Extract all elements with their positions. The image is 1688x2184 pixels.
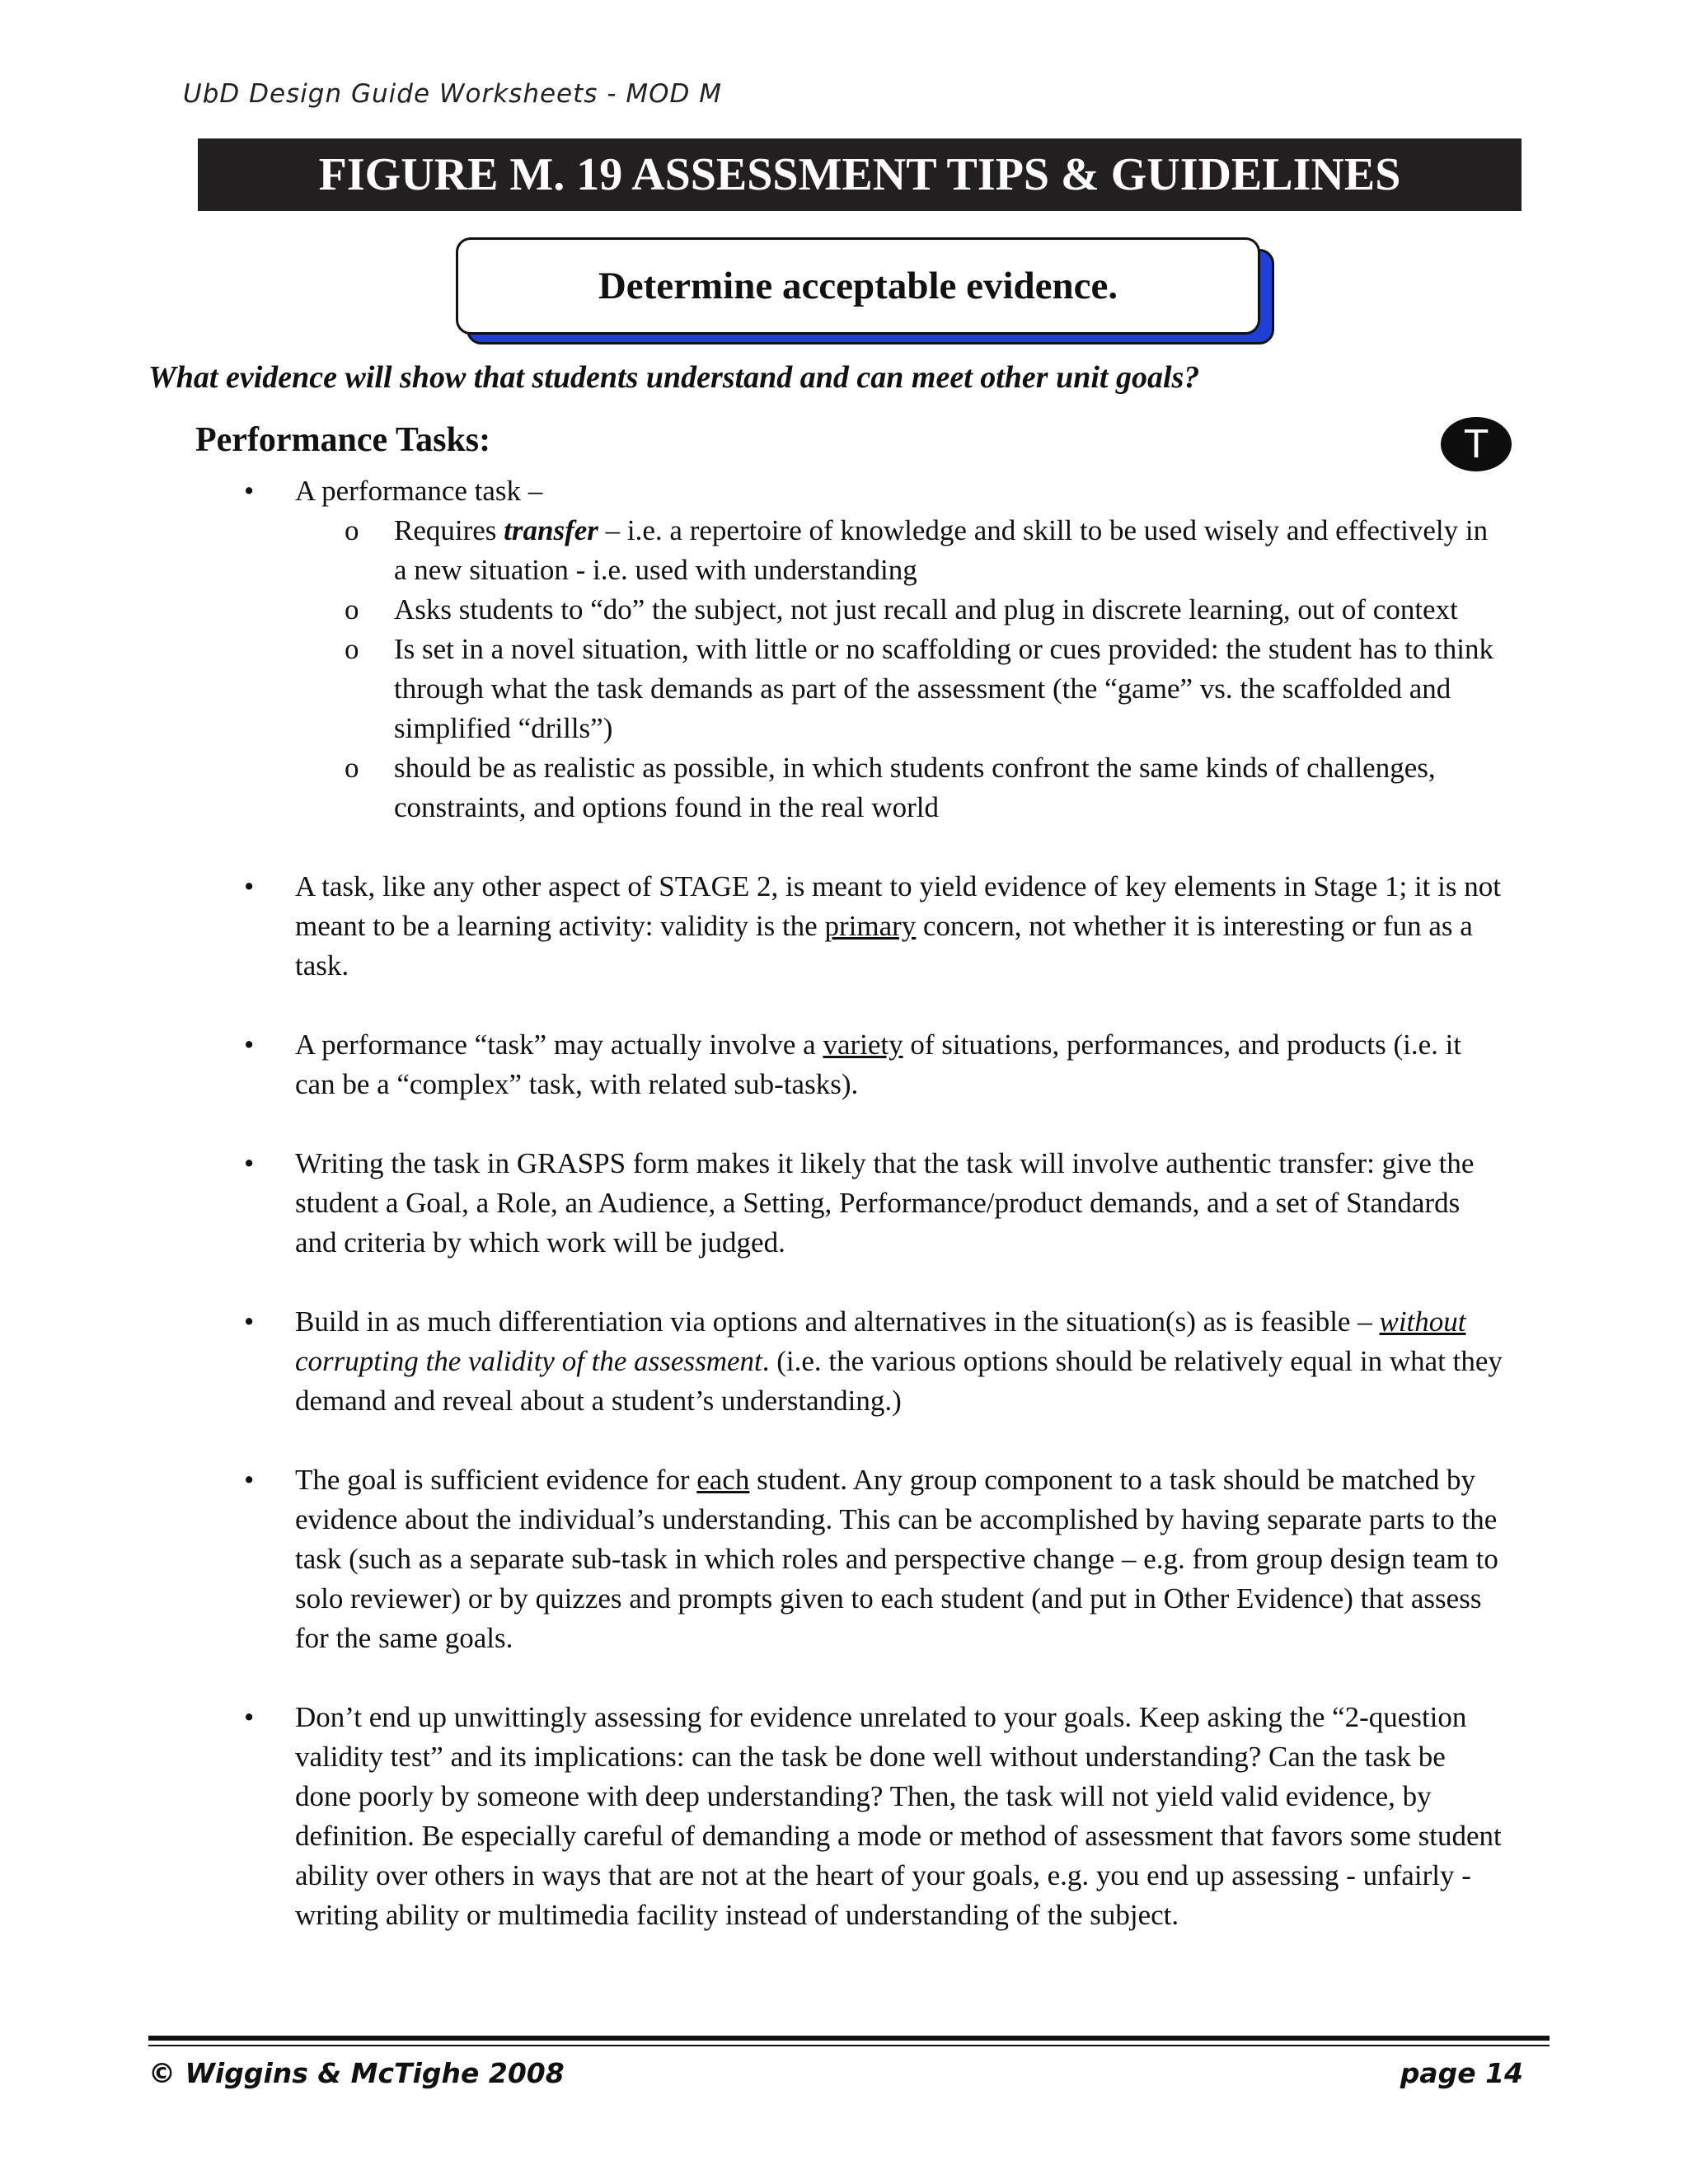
guiding-question: What evidence will show that students understand and can meet other unit goals? — [148, 360, 1200, 395]
underlined-text: primary — [824, 910, 917, 942]
bullet-text: Build in as much differentiation via options and alternatives in the situation(s) as is feasible – — [295, 1305, 1380, 1338]
bullet-icon: • — [244, 1701, 255, 1733]
sub-text: should be as realistic as possible, in which students confront the same kinds of challenges, constraints, and options found in the real world — [394, 752, 1436, 823]
callout-text: Determine acceptable evidence. — [598, 265, 1118, 307]
sub-bullet-icon: o — [345, 593, 359, 626]
running-header: UbD Design Guide Worksheets - MOD M — [183, 79, 722, 109]
bullet-text: A task, like any other aspect of STAGE 2, is meant to yield evidence of key elements in Stage 1; it is not meant to be a learning activity: validity is the — [295, 870, 1501, 942]
bullet-text: A performance “task” may actually involve a — [295, 1029, 823, 1061]
sub-bullet-icon: o — [345, 752, 359, 784]
bullet-text: The goal is sufficient evidence for — [295, 1464, 697, 1496]
bullet-item — [0, 1025, 1507, 1104]
t-badge-label: T — [1464, 422, 1489, 466]
bullet-item — [0, 867, 1507, 986]
sub-bullet-icon: o — [345, 633, 359, 665]
bullet-lead: A performance task – — [295, 475, 543, 507]
sub-item — [295, 630, 1507, 748]
section-heading: Performance Tasks: — [195, 421, 491, 459]
bullet-icon: • — [244, 1029, 255, 1061]
bullet-icon: • — [244, 870, 255, 902]
sub-text: – i.e. a repertoire of knowledge and skill to be used wisely and effectively in a new situation - i.e. used with understanding — [394, 514, 1489, 586]
bullet-text: concern, not whether it is interesting or fun as a task. — [295, 910, 1473, 982]
bullet-icon: • — [244, 475, 255, 507]
content — [0, 471, 1688, 1935]
bullet-text: student. Any group component to a task should be matched by evidence about the individual’s understanding. This can be accomplished by having separate parts to the task (such as a separate sub-task in which roles and perspective change – e.g. from group design team to solo reviewer) or by quizzes and prompts given to each student (and put in Other Evidence) that assess for the same goals. — [295, 1464, 1498, 1654]
underlined-text: variety — [823, 1029, 903, 1061]
footer-rule-thin — [148, 2045, 1550, 2046]
t-badge-icon — [1441, 417, 1512, 471]
bullet-item — [0, 1302, 1507, 1421]
footer-rule — [148, 2036, 1550, 2041]
bullet-item — [0, 1144, 1507, 1263]
sub-item — [295, 590, 1507, 630]
sub-text: Is set in a novel situation, with little or no scaffolding or cues provided: the student has to think through what the task demands as part of the assessment (the “game” vs. the scaffolded and simplified “drills”) — [394, 633, 1493, 744]
underlined-italic-text: without — [1379, 1305, 1466, 1338]
bullet-item — [0, 1698, 1507, 1935]
bullet-icon: • — [244, 1147, 255, 1179]
figure-title: FIGURE M. 19 ASSESSMENT TIPS & GUIDELINES — [198, 138, 1522, 211]
bullet-text: . (i.e. the various options should be relatively equal in what they demand and reveal about a student’s understanding.) — [295, 1345, 1503, 1417]
footer-page-number: page 14 — [1400, 2057, 1523, 2089]
sub-emphasis: transfer — [504, 514, 598, 546]
italic-text: corrupting the validity of the assessment — [295, 1345, 762, 1377]
bullet-icon: • — [244, 1305, 255, 1338]
callout-box — [456, 237, 1260, 335]
footer-copyright: © Wiggins & McTighe 2008 — [148, 2057, 565, 2089]
sub-text: Asks students to “do” the subject, not just recall and plug in discrete learning, out of context — [394, 593, 1458, 626]
sub-item — [295, 511, 1507, 590]
sub-bullet-icon: o — [345, 514, 359, 546]
bullet-text: of situations, performances, and products (i.e. it can be a “complex” task, with related sub-tasks). — [295, 1029, 1462, 1100]
bullet-item — [0, 1460, 1507, 1658]
underlined-text: each — [696, 1464, 750, 1496]
sub-item — [295, 748, 1507, 827]
bullet-icon: • — [244, 1464, 255, 1496]
bullet-item — [0, 471, 1507, 827]
sub-text: Requires — [394, 514, 504, 546]
bullet-text: Writing the task in GRASPS form makes it likely that the task will involve authentic transfer: give the student a Goal, a Role, an Audience, a Setting, Performance/product demands, and a set of Standards and criteria by which work will be judged. — [295, 1147, 1475, 1258]
bullet-text: Don’t end up unwittingly assessing for evidence unrelated to your goals. Keep asking the “2-question validity test” and its implications: can the task be done well without understanding? Can the task be done poorly by someone with deep understanding? Then, the task will not yield valid evidence, by definition. Be especially careful of demanding a mode or method of assessment that favors some student ability over others in ways that are not at the heart of your goals, e.g. you end up assessing - unfairly - writing ability or multimedia facility instead of understanding of the subject. — [295, 1701, 1502, 1931]
